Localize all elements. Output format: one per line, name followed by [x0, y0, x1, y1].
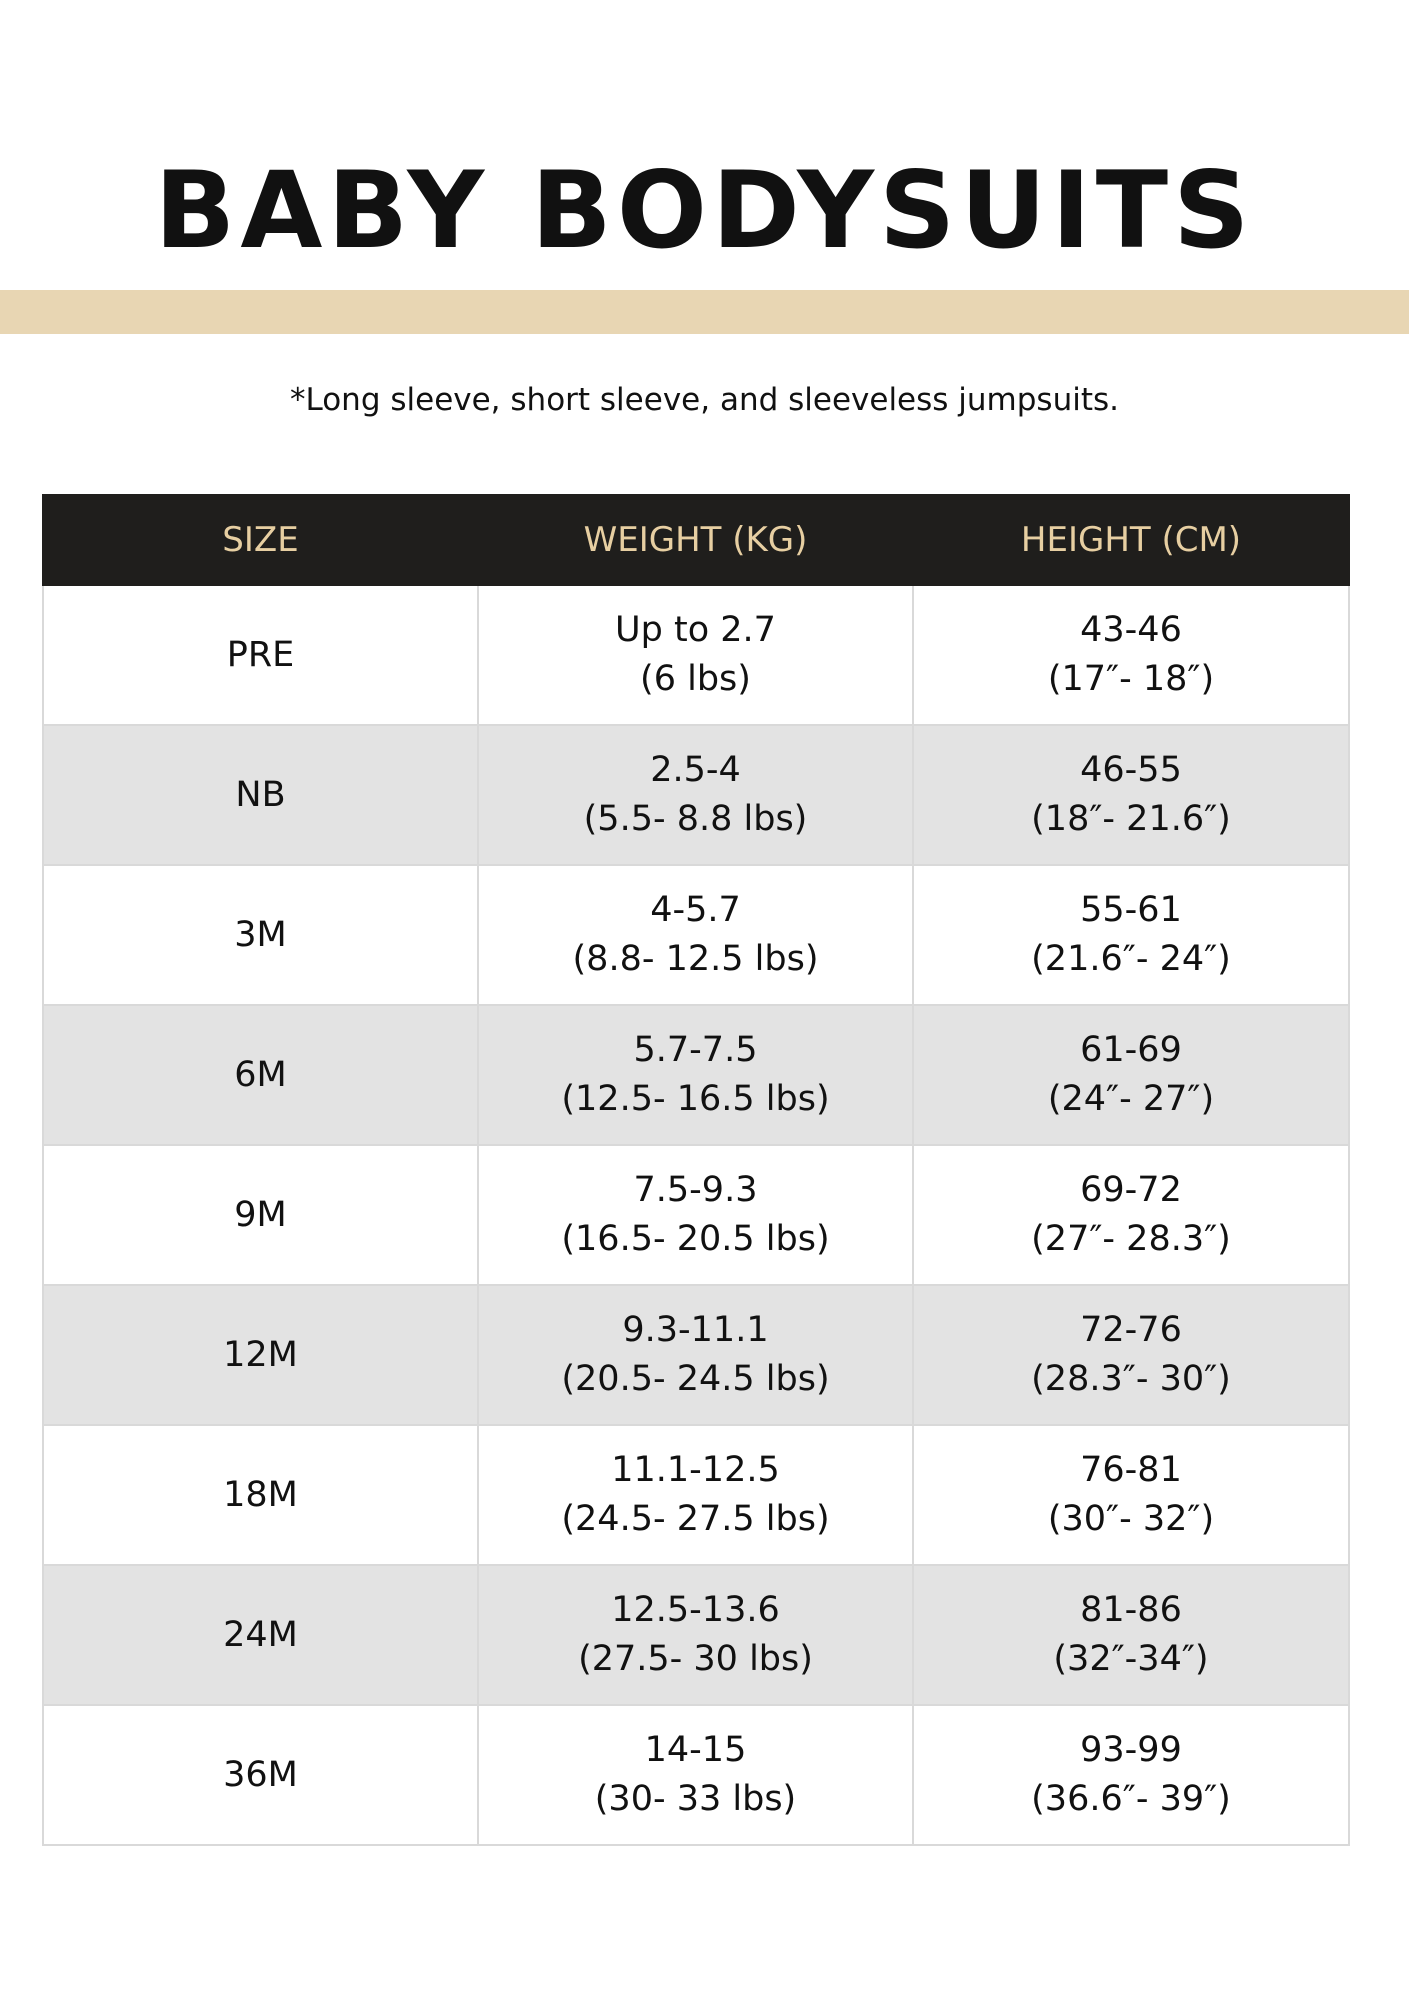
- weight-cell: [478, 585, 913, 725]
- weight-lbs: (24.5- 27.5 lbs): [561, 1499, 830, 1539]
- height-cm: 61-69: [1080, 1030, 1182, 1070]
- height-cm: 93-99: [1080, 1730, 1182, 1770]
- weight-kg: 9.3-11.1: [622, 1310, 769, 1350]
- size-cell: 18M: [43, 1425, 478, 1565]
- weight-cell: [478, 1425, 913, 1565]
- weight-cell: [478, 865, 913, 1005]
- table-row: [43, 865, 1349, 1005]
- weight-cell: [478, 1705, 913, 1845]
- page-title: BABY BODYSUITS: [154, 149, 1255, 272]
- table-row: [43, 1705, 1349, 1845]
- table-row: [43, 725, 1349, 865]
- weight-cell: [478, 1005, 913, 1145]
- height-cell: [913, 1425, 1349, 1565]
- subtitle-note: *Long sleeve, short sleeve, and sleeveless jumpsuits.: [289, 382, 1119, 418]
- height-cell: [913, 585, 1349, 725]
- table-row: [43, 1285, 1349, 1425]
- size-cell: 36M: [43, 1705, 478, 1845]
- weight-kg: 11.1-12.5: [611, 1450, 780, 1490]
- size-cell: 6M: [43, 1005, 478, 1145]
- weight-cell: [478, 1145, 913, 1285]
- height-cell: [913, 725, 1349, 865]
- header-size: SIZE: [43, 495, 478, 585]
- height-cm: 76-81: [1080, 1450, 1182, 1490]
- table-row: [43, 1005, 1349, 1145]
- height-cell: [913, 1005, 1349, 1145]
- weight-kg: 4-5.7: [650, 890, 741, 930]
- weight-cell: [478, 1565, 913, 1705]
- height-cm: 72-76: [1080, 1310, 1182, 1350]
- height-cm: 55-61: [1080, 890, 1182, 930]
- weight-cell: [478, 1285, 913, 1425]
- header-height: HEIGHT (CM): [913, 495, 1349, 585]
- size-cell: 12M: [43, 1285, 478, 1425]
- height-cell: [913, 1565, 1349, 1705]
- height-in: (28.3″- 30″): [1031, 1359, 1231, 1399]
- weight-kg: 5.7-7.5: [633, 1030, 758, 1070]
- height-in: (21.6″- 24″): [1031, 939, 1231, 979]
- header-row: [43, 495, 1349, 585]
- weight-cell: [478, 725, 913, 865]
- height-in: (18″- 21.6″): [1031, 799, 1231, 839]
- height-cell: [913, 865, 1349, 1005]
- height-in: (30″- 32″): [1047, 1499, 1215, 1539]
- table-row: [43, 1565, 1349, 1705]
- height-cell: [913, 1145, 1349, 1285]
- size-cell: PRE: [43, 585, 478, 725]
- weight-lbs: (8.8- 12.5 lbs): [572, 939, 819, 979]
- height-cm: 46-55: [1080, 750, 1182, 790]
- height-in: (17″- 18″): [1047, 659, 1215, 699]
- weight-kg: 2.5-4: [650, 750, 741, 790]
- weight-lbs: (6 lbs): [640, 659, 751, 699]
- height-cm: 81-86: [1080, 1590, 1182, 1630]
- height-in: (27″- 28.3″): [1031, 1219, 1231, 1259]
- weight-lbs: (30- 33 lbs): [594, 1779, 797, 1819]
- weight-kg: 14-15: [644, 1730, 747, 1770]
- table-row: [43, 585, 1349, 725]
- height-cell: [913, 1705, 1349, 1845]
- weight-lbs: (16.5- 20.5 lbs): [561, 1219, 830, 1259]
- accent-band: [0, 290, 1409, 334]
- table-row: [43, 1425, 1349, 1565]
- weight-lbs: (20.5- 24.5 lbs): [561, 1359, 830, 1399]
- weight-lbs: (12.5- 16.5 lbs): [561, 1079, 830, 1119]
- weight-kg: 12.5-13.6: [611, 1590, 780, 1630]
- height-cell: [913, 1285, 1349, 1425]
- size-cell: 24M: [43, 1565, 478, 1705]
- weight-kg: Up to 2.7: [615, 610, 776, 650]
- header-weight: WEIGHT (KG): [478, 495, 913, 585]
- size-chart-table: [42, 494, 1350, 1846]
- height-in: (32″-34″): [1053, 1639, 1209, 1679]
- weight-kg: 7.5-9.3: [633, 1170, 758, 1210]
- table-header: [43, 495, 1349, 585]
- height-cm: 43-46: [1080, 610, 1182, 650]
- height-in: (24″- 27″): [1047, 1079, 1215, 1119]
- size-cell: 9M: [43, 1145, 478, 1285]
- height-in: (36.6″- 39″): [1031, 1779, 1231, 1819]
- table-row: [43, 1145, 1349, 1285]
- weight-lbs: (27.5- 30 lbs): [578, 1639, 813, 1679]
- size-cell: NB: [43, 725, 478, 865]
- size-cell: 3M: [43, 865, 478, 1005]
- height-cm: 69-72: [1080, 1170, 1182, 1210]
- weight-lbs: (5.5- 8.8 lbs): [583, 799, 808, 839]
- table-body: [43, 585, 1349, 1845]
